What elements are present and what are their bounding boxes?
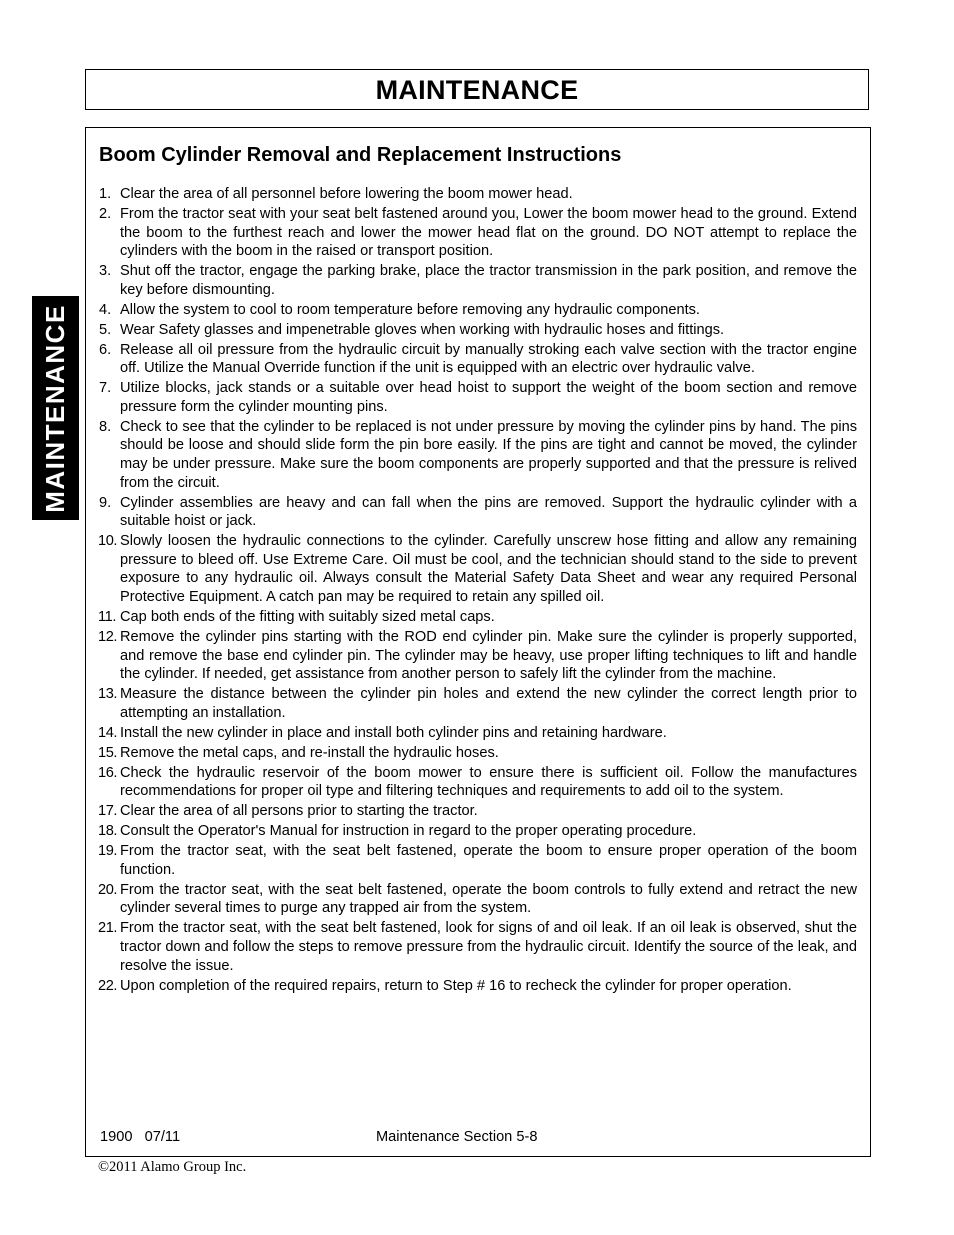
instruction-step [99,919,857,975]
step-number: 4. [99,301,112,318]
step-text: Remove the metal caps, and re-install the hydraulic hoses. [120,744,499,761]
step-number: 12. [98,628,118,645]
instruction-step [99,628,857,684]
step-text: Utilize blocks, jack stands or a suitable over head hoist to support the weight of the boom section and remove pressure form the cylinder mounting pins. [120,380,857,415]
step-text: Measure the distance between the cylinder pin holes and extend the new cylinder the correct length prior to attempting an installation. [120,686,857,721]
step-number: 20. [98,881,118,898]
step-text: Clear the area of all personnel before lowering the boom mower head. [120,186,573,202]
instruction-step [99,842,857,879]
step-number: 17. [98,803,118,820]
step-text: Consult the Operator's Manual for instruction in regard to the proper operating procedure. [120,823,697,840]
step-number: 13. [98,686,118,703]
footer-section-page: Maintenance Section 5-8 [376,1129,538,1145]
step-text: Remove the cylinder pins starting with the ROD end cylinder pin. Make sure the cylinder is properly supported, and remove the base end cylinder pin. The cylinder may be heavy, use proper lifting techniques to lift and handle the cylinder. If needed, get assistance from another person to safely lift the cylinder from the machine. [120,628,857,683]
step-number: 16. [98,764,118,781]
step-number: 7. [99,380,112,397]
step-number: 22. [98,977,118,994]
instruction-step [99,379,857,416]
content-panel [85,127,871,1157]
instruction-step [99,744,857,763]
page-header-title: MAINTENANCE [375,75,579,105]
step-number: 1. [99,186,112,202]
step-text: Upon completion of the required repairs, return to Step # 16 to recheck the cylinder for proper operation. [120,977,792,994]
side-section-tab-label: MAINTENANCE [40,303,71,513]
step-number: 2. [99,205,112,222]
instruction-step [99,205,857,261]
step-number: 5. [99,321,112,338]
instruction-step [99,822,857,841]
step-text: Wear Safety glasses and impenetrable gloves when working with hydraulic hoses and fittings. [120,321,725,338]
instruction-step [99,881,857,918]
instruction-step [99,494,857,531]
step-text: From the tractor seat with your seat belt fastened around you, Lower the boom mower head to the ground. Extend the boom to the furthest reach and lower the mower head flat on the ground. DO NOT attempt to replace the cylinders with the boom in the raised or transport position. [120,205,857,260]
step-number: 8. [99,418,112,435]
step-text: Clear the area of all persons prior to starting the tractor. [120,803,478,820]
step-number: 15. [98,744,118,761]
step-number: 3. [99,263,112,280]
step-text: From the tractor seat, with the seat belt fastened, look for signs of and oil leak. If an oil leak is observed, shut the tractor down and follow the steps to remove pressure from the hydraulic circuit. Identify the source of the leak, and resolve the issue. [120,920,857,974]
step-number: 21. [98,920,118,937]
step-text: From the tractor seat, with the seat belt fastened, operate the boom to ensure proper operation of the boom function. [120,843,857,878]
instruction-step [99,321,857,340]
step-text: Release all oil pressure from the hydraulic circuit by manually stroking each valve section with the tractor engine off. Utilize the Manual Override function if the unit is equipped with an electric over hydraulic valve. [120,341,857,377]
step-text: Allow the system to cool to room temperature before removing any hydraulic components. [120,301,700,318]
step-text: Check to see that the cylinder to be replaced is not under pressure by moving the cylinder pins by hand. The pins should be loose and should slide form the pin bore easily. If the pins are tight and cannot be moved, the cylinder may be under pressure. Make sure the boom components are properly supported and that the pressure is relived from the circuit. [120,418,857,491]
instruction-step [99,418,857,492]
side-section-tab [32,296,79,520]
instruction-step [99,608,857,627]
instruction-step [99,262,857,299]
instruction-step [99,764,857,801]
step-text: Slowly loosen the hydraulic connections to the cylinder. Carefully unscrew hose fitting and allow any remaining pressure to bleed off. Use Extreme Care. Oil must be cool, and the technician should stand to the side to prevent exposure to any hydraulic oil. Always consult the Material Safety Data Sheet and wear any required Personal Protective Equipment. A catch pan may be required to retain any spilled oil. [120,533,857,605]
step-text: Install the new cylinder in place and install both cylinder pins and retaining hardware. [120,724,667,741]
step-text: Cylinder assemblies are heavy and can fall when the pins are removed. Support the hydraulic cylinder with a suitable hoist or jack. [120,494,857,530]
instruction-step [99,685,857,722]
step-number: 19. [98,843,118,860]
footer-model-date: 1900 07/11 [100,1129,181,1145]
step-number: 9. [99,494,112,511]
instruction-list [99,185,857,997]
instruction-step [99,301,857,320]
section-title: Boom Cylinder Removal and Replacement Instructions [99,144,622,166]
instruction-step [99,724,857,743]
step-number: 11. [98,608,117,625]
instruction-step [99,977,857,996]
step-text: Shut off the tractor, engage the parking brake, place the tractor transmission in the park position, and remove the key before dismounting. [120,263,857,298]
step-number: 10. [98,533,118,550]
step-text: From the tractor seat, with the seat belt fastened, operate the boom controls to fully extend and retract the new cylinder several times to purge any trapped air from the system. [120,881,857,917]
instruction-step [99,185,857,204]
instruction-step [99,341,857,378]
step-text: Cap both ends of the fitting with suitably sized metal caps. [120,608,495,625]
copyright-notice: ©2011 Alamo Group Inc. [98,1159,247,1175]
page-header [85,69,869,110]
instruction-step [99,532,857,606]
step-text: Check the hydraulic reservoir of the boom mower to ensure there is sufficient oil. Follow the manufactures recommendations for proper oil type and filtering techniques and requirements to add oil to the system. [120,764,857,800]
instruction-step [99,802,857,821]
step-number: 14. [98,724,118,741]
step-number: 18. [98,823,118,840]
step-number: 6. [99,341,112,358]
